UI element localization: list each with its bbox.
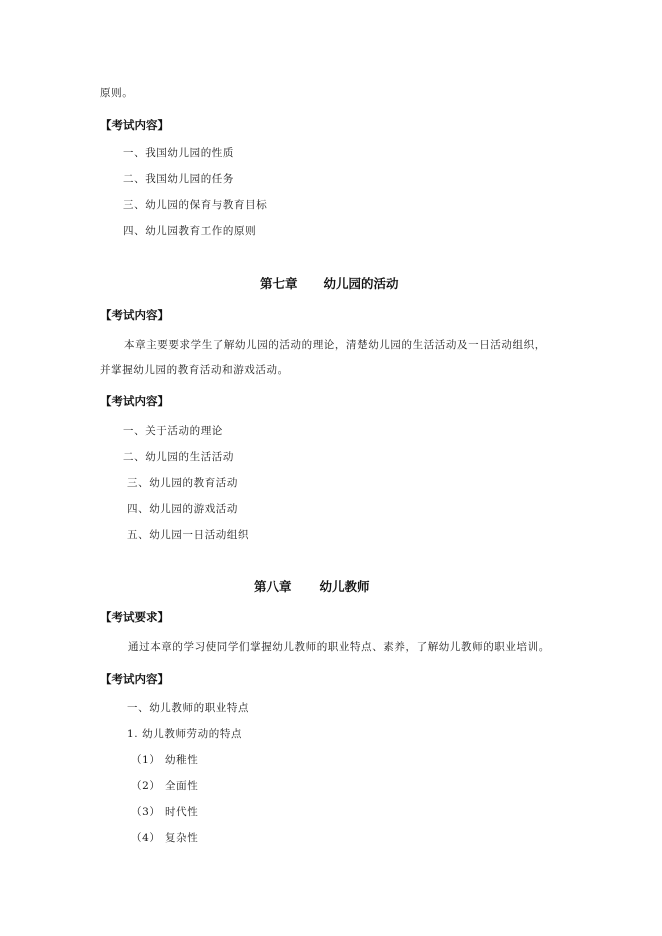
feature-item: [131, 753, 198, 767]
chapter-name: 幼儿园的活动: [323, 276, 399, 291]
feature-number: （1）: [131, 754, 161, 766]
section-heading-requirement: 【考试要求】: [100, 610, 169, 624]
chapter-name: 幼儿教师: [319, 579, 370, 594]
list-item: 一、我国幼儿园的性质: [123, 147, 234, 159]
paragraph-line: 通过本章的学习使同学们掌握幼儿教师的职业特点、素养，了解幼儿教师的职业培训。: [128, 641, 550, 653]
feature-number: （4）: [131, 832, 161, 844]
list-item: 二、我国幼儿园的任务: [123, 173, 234, 185]
section-heading-content: 【考试内容】: [100, 118, 169, 132]
feature-number: （3）: [131, 806, 161, 818]
feature-text: 幼稚性: [165, 754, 199, 766]
chapter-8-title: [254, 579, 370, 595]
feature-text: 时代性: [165, 806, 199, 818]
sub-item: 1. 幼儿教师劳动的特点: [127, 728, 243, 740]
list-item: 四、幼儿园教育工作的原则: [123, 225, 257, 237]
feature-item: [131, 805, 198, 819]
list-item: 五、幼儿园一日活动组织: [127, 529, 250, 541]
section-heading-content: 【考试内容】: [100, 672, 169, 686]
list-item: 一、幼儿教师的职业特点: [127, 702, 250, 714]
chapter-number: 第七章: [260, 276, 298, 291]
feature-item: [131, 779, 198, 793]
feature-text: 全面性: [165, 780, 199, 792]
feature-item: [131, 831, 198, 845]
list-item: 四、幼儿园的游戏活动: [127, 503, 238, 515]
chapter-number: 第八章: [254, 579, 292, 594]
list-item: 二、幼儿园的生活活动: [123, 451, 234, 463]
feature-text: 复杂性: [165, 832, 199, 844]
chapter-7-title: [260, 276, 399, 292]
paragraph-line: 并掌握幼儿园的教育活动和游戏活动。: [100, 364, 289, 376]
list-item: 一、关于活动的理论: [123, 425, 223, 437]
continued-text: 原则。: [100, 87, 134, 99]
section-heading-content: 【考试内容】: [100, 308, 169, 322]
list-item: 三、幼儿园的保育与教育目标: [123, 199, 268, 211]
section-heading-content: 【考试内容】: [100, 394, 169, 408]
feature-number: （2）: [131, 780, 161, 792]
list-item: 三、幼儿园的教育活动: [127, 477, 238, 489]
paragraph-line: 本章主要要求学生了解幼儿园的活动的理论，清楚幼儿园的生活活动及一日活动组织，: [124, 339, 546, 351]
